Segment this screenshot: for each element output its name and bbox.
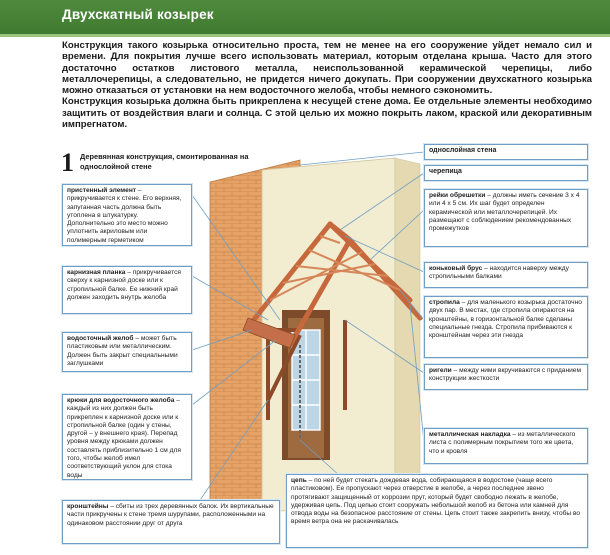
callout-gutter-hooks: крюки для водосточного желоба – каждый из них должен быть прикреплен к карнизной доске или к стропильной балке (один у стены, другой – у внешнего края). Перепад уровня между крюками должен составлять приблизительно 1 см для того, чтобы желоб имел соответствующий уклон для стока воды	[62, 394, 192, 480]
intro-paragraph-2: Конструкция козырька должна быть прикреплена к несущей стене дома. Ее отдельные элементы необходимо защитить от воздействия влаги и солнца. С этой целью их можно покрыть лаком, краской или декоративным импрегнатом.	[62, 96, 592, 131]
callout-brackets: кронштейны – сбиты из трех деревянных балок. Их вертикальные части прикручены к стене тремя шурупами, расположенными на одинаковом расстоянии друг от друга	[62, 500, 280, 544]
callout-tiles: черепица	[424, 165, 588, 181]
callout-chain: цепь – по ней будет стекать дождевая вода, собирающаяся в водостоке (чаще всего пластиковом). Ее пропускают через отверстие в желобе, а через последнее звено протягивают защищенный от коррозии прут, который будет свободно лежать в желобе, удерживая цепь. Под цепью стоит сооружать небольшой желоб из бетона или камней для отвода воды на безопасное расстояние от стены. Цепь стоит также закрепить внизу, чтобы во время ветра она не раскачивалась	[286, 474, 588, 548]
figure-number: 1	[61, 148, 74, 177]
callout-eaves-strip: карнизная планка – прикручивается сверху к карнизной доске или к стропильной балке. Ее нижний край должен заходить внутрь желоба	[62, 266, 192, 314]
callout-metal-flashing: металлическая накладка – из металлического листа с полимерным покрытием того же цвета, что и кровля	[424, 428, 588, 464]
callout-wall-element: пристенный элемент – прикручивается к стене. Его верхняя, запуганная часть должна быть утоплена в штукатурку. Дополнительно это место можно уплотнить акриловым или полимерным герметиком	[62, 184, 192, 246]
callout-rafters: стропила – для маленького козырька достаточно двух пар. В местах, где стропила опираются на кронштейны, в горизонтальной балке сделаны специальные гнезда. Стропила прибиваются к кронштейнам через эти гнезда	[424, 296, 588, 358]
callout-crossbars: ригели – между ними вкручиваются с приданием конструкции жесткости	[424, 364, 588, 390]
intro-paragraph-1: Конструкция такого козырька относительно проста, тем не менее на его сооружение уйдет немало сил и времени. Для покрытия лучше всего использовать материал, которым отделана крыша. Часто для этого достаточно остатков листового металла, неиспользованной керамической черепицы, либо металлочерепицы, а следовательно, не придется ничего докупать. При сооружении двухскатного козырька можно отказаться от установки на нем водосточного желоба, чтобы немного сэкономить.	[62, 40, 592, 97]
figure-caption: Деревянная конструкция, смонтированная на однослойной стене	[80, 152, 249, 171]
callout-gutter: водосточный желоб – может быть пластиковым или металлическим. Должен быть закрыт специальными заглушками	[62, 332, 192, 372]
callout-ridge-beam: коньковый брус – находится наверху между стропильными балками	[424, 262, 588, 288]
callout-single-layer-wall: однослойная стена	[424, 144, 588, 160]
callout-battens: рейки обрешетки – должны иметь сечение 3 х 4 или 4 х 5 см. Их шаг будет определен керамической или металлочерепицей. Их размещают с соблюдением рекомендованных промежутков	[424, 189, 588, 247]
page-title: Двухскатный козырек	[62, 7, 214, 22]
